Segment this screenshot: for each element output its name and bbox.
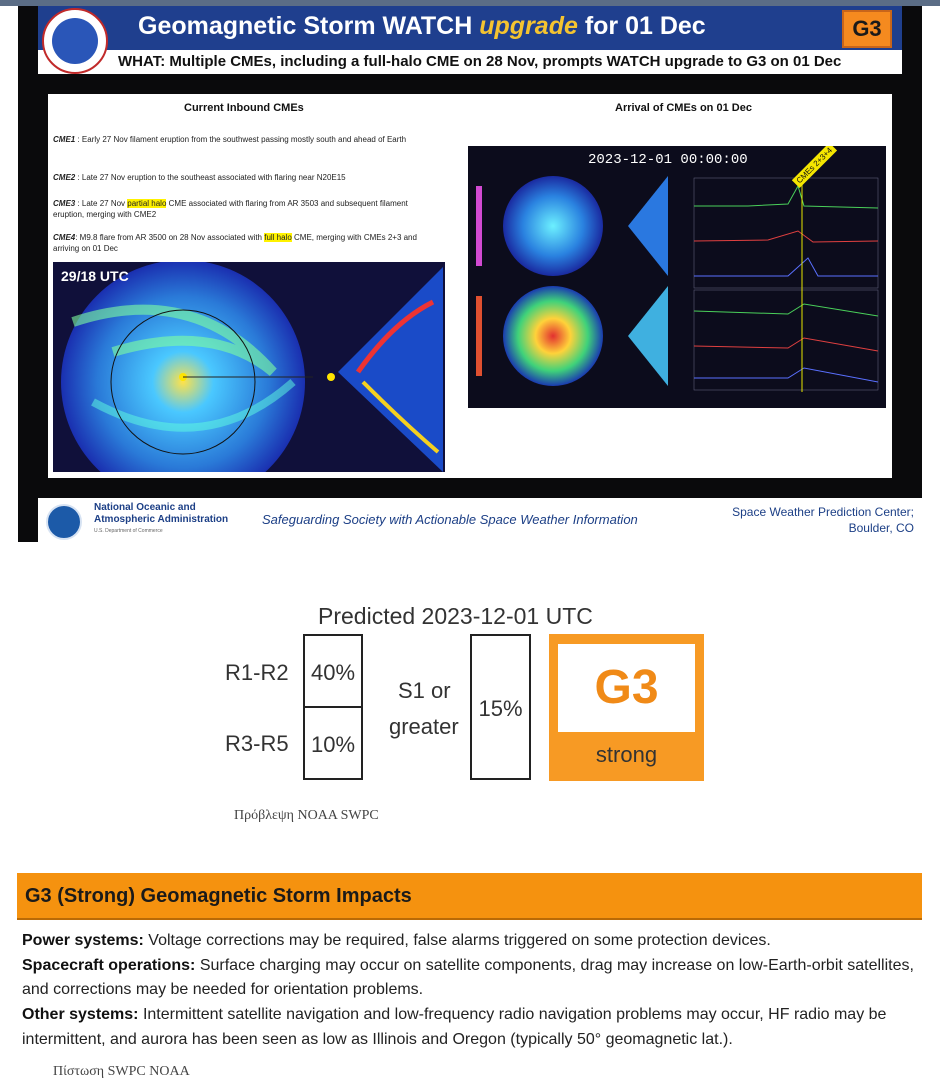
impact-other: Other systems: Intermittent satellite navigation and low-frequency radio navigation problems may occur, HF radio may be intermittent, and aurora has been seen as low as Illinois and Oregon (typically 50° geomagnetic lat.). (22, 1006, 887, 1048)
cme-model-left-image (53, 262, 445, 472)
impacts-heading: G3 (Strong) Geomagnetic Storm Impacts (25, 885, 412, 907)
noaa-subtitle: U.S. Department of Commerce (94, 528, 163, 534)
cme-item: CME1 : Early 27 Nov filament eruption from the southwest passing mostly south and ahead of Earth (53, 135, 407, 144)
impact-spacecraft: Spacecraft operations: Surface charging may occur on satellite components, drag may increase on low-Earth-orbit satellites, and corrections may be needed for orientation problems. (22, 956, 914, 999)
slide-footer (38, 498, 922, 542)
g-scale-level: G3 (558, 644, 695, 732)
slide-content-panel (48, 94, 892, 478)
right-heading: Arrival of CMEs on 01 Dec (615, 102, 752, 114)
cme-item: CME4: M9.8 flare from AR 3500 on 28 Nov associated with full halo CME, merging with CMEs 2+3 and arriving on 01 Dec (53, 233, 417, 253)
prediction-title: Predicted 2023-12-01 UTC (318, 603, 593, 629)
cme-arrival-marker: CMEs 2+3+4 (792, 146, 837, 188)
credit-caption: Πίστωση SWPC NOAA (53, 1064, 190, 1079)
prediction-caption: Πρόβλεψη NOAA SWPC (234, 808, 379, 823)
noaa-logo-icon (46, 504, 82, 540)
g-scale-badge (549, 634, 704, 781)
footer-tagline: Safeguarding Society with Actionable Space Weather Information (262, 512, 638, 527)
cme-item: CME2 : Late 27 Nov eruption to the southeast associated with flaring near N20E15 (53, 173, 346, 182)
r1r2-label: R1-R2 (225, 660, 289, 685)
noaa-name: National Oceanic and Atmospheric Administration (94, 502, 229, 525)
s-label-line2: greater (389, 714, 459, 739)
g3-badge: G3 (842, 10, 892, 48)
swpc-location: Space Weather Prediction Center; Boulder, CO (732, 505, 914, 535)
enlil-simulation-graphic (53, 262, 445, 472)
r1r2-value: 40% (303, 634, 363, 708)
swpc-slide-image (18, 6, 922, 542)
cme-model-right-image (468, 146, 886, 408)
cme-item: CME3 : Late 27 Nov partial halo CME associated with flaring from AR 3503 and subsequent filament eruption, merging with CME2 (53, 199, 408, 219)
impacts-body (22, 929, 927, 1053)
arrival-plots-graphic (468, 146, 886, 408)
slide-title: Geomagnetic Storm WATCH upgrade for 01 Dec (138, 12, 706, 40)
left-heading: Current Inbound CMEs (184, 102, 304, 114)
s-value: 15% (470, 634, 531, 780)
g-scale-desc: strong (595, 742, 658, 767)
what-summary: WHAT: Multiple CMEs, including a full-halo CME on 28 Nov, prompts WATCH upgrade to G3 on 01 Dec (38, 50, 902, 74)
r3r5-label: R3-R5 (225, 731, 289, 756)
r3r5-value: 10% (303, 706, 363, 780)
nws-logo-icon (42, 8, 108, 74)
slide-banner (38, 6, 902, 50)
s-label-line1: S1 or (398, 678, 451, 703)
impact-power: Power systems: Voltage corrections may be required, false alarms triggered on some protection devices. (22, 932, 771, 949)
impacts-heading-bar (17, 873, 922, 920)
sim-datetime-label: 2023-12-01 00:00:00 (588, 152, 748, 168)
sim-time-label: 29/18 UTC (61, 268, 129, 284)
